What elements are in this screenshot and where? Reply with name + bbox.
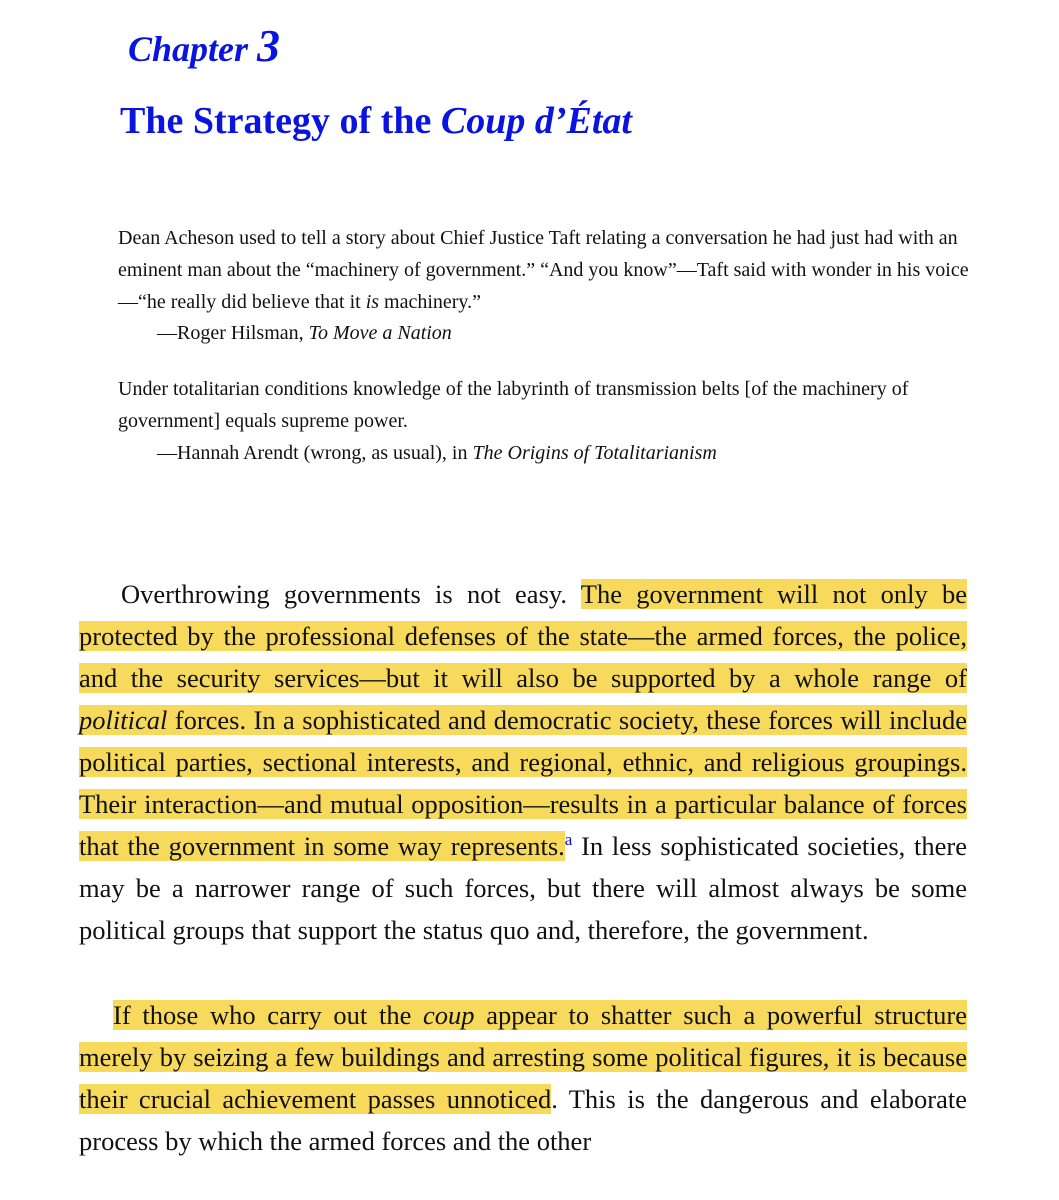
epigraph-2-attribution [157, 437, 717, 469]
body-paragraph-2 [79, 994, 967, 1162]
chapter-word: Chapter [128, 29, 249, 69]
p2-highlight-italic: coup [423, 1000, 475, 1030]
chapter-number: 3 [257, 20, 281, 71]
epigraph-2-work: The Origins of Totalitarianism [472, 442, 717, 464]
p1-highlight-b: forces. In a sophisticated and democratic society, these forces will include political parties, sectional interests, and regional, ethnic, and religious groupings. Their interaction—and mutual opposition—results in a particular balance of forces that the government in some way represents. [79, 705, 967, 861]
p2-highlight-a: If those who carry out the [113, 1000, 424, 1030]
chapter-title-italic: Coup d’État [440, 100, 632, 142]
epigraph-1-italic: is [365, 291, 380, 313]
epigraph-1-attribution [157, 317, 452, 349]
epigraph-1-author: —Roger Hilsman, [157, 322, 309, 344]
epigraph-1-tail: machinery.” [379, 291, 482, 313]
p1-highlight-italic: political [79, 705, 168, 735]
epigraph-2-author: —Hannah Arendt (wrong, as usual), in [157, 442, 473, 464]
footnote-marker[interactable]: a [564, 830, 573, 850]
p2-plain-end: . This is the dangerous and elaborate process by which the armed forces and the other [79, 1084, 967, 1156]
chapter-title [120, 96, 632, 146]
epigraph-1-quote [118, 222, 978, 318]
chapter-label [128, 22, 280, 73]
p2-highlight-b: appear to shatter such a powerful structure merely by seizing a few buildings and arresting some political figures, it is because their crucial achievement passes unnoticed [79, 1000, 967, 1114]
epigraph-2-quote: Under totalitarian conditions knowledge of the labyrinth of transmission belts [of the machinery of government] equals supreme power. [118, 378, 909, 432]
chapter-title-lead: The Strategy of the [120, 100, 441, 142]
epigraph-1-text: Dean Acheson used to tell a story about Chief Justice Taft relating a conversation he had just had with an eminent man about the “machinery of government.” “And you know”—Taft said with wonder in his voice—“he really did believe that it [118, 227, 969, 313]
body-paragraph-1 [79, 573, 967, 951]
p1-plain-start: Overthrowing governments is not easy. [121, 579, 581, 609]
p1-plain-end: In less sophisticated societies, there may be a narrower range of such forces, but there will almost always be some political groups that support the status quo and, therefore, the government. [79, 831, 967, 945]
p1-highlight-a: The government will not only be protected by the professional defenses of the state—the armed forces, the police, and the security services—but it will also be supported by a whole range of [79, 579, 967, 693]
epigraph-1-work: To Move a Nation [308, 322, 452, 344]
p1-highlight [79, 579, 967, 861]
